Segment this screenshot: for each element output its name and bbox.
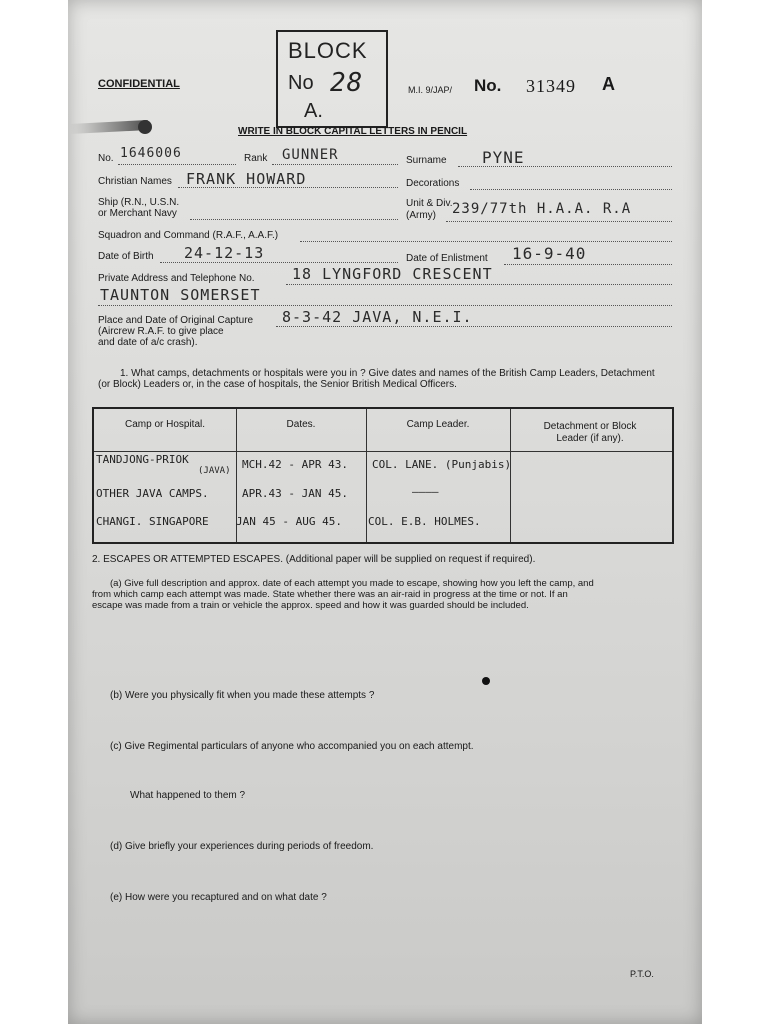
row1-dates: MCH.42 - APR 43. xyxy=(242,458,348,471)
capture-value: 8-3-42 JAVA, N.E.I. xyxy=(282,308,473,326)
row1-leader: COL. LANE. (Punjabis) xyxy=(372,458,512,471)
row2-camp: OTHER JAVA CAMPS. xyxy=(96,487,209,500)
q1-text-1: 1. What camps, detachments or hospitals were you in ? Give dates and names of the British Camp Leaders, Detachment xyxy=(120,368,655,379)
address-line-2 xyxy=(98,305,672,306)
christian-names-value: FRANK HOWARD xyxy=(186,170,307,188)
dob-line xyxy=(160,262,398,263)
no-line xyxy=(118,164,236,165)
unit-value: 239/77th H.A.A. R.A xyxy=(452,201,632,217)
unit-line xyxy=(446,221,672,222)
rank-label: Rank xyxy=(244,153,268,164)
th-detachment: Detachment or Block Leader (if any). xyxy=(543,421,637,444)
row3-leader: COL. E.B. HOLMES. xyxy=(368,515,481,528)
q2-d: (d) Give briefly your experiences during periods of freedom. xyxy=(110,841,374,852)
row1-camp-sub: (JAVA) xyxy=(198,466,231,476)
no-value: 1646006 xyxy=(120,146,182,161)
decorations-label: Decorations xyxy=(406,178,460,189)
capture-label-1: Place and Date of Original Capture xyxy=(98,315,254,326)
q2-a-line-1: (a) Give full description and approx. date of each attempt you made to escape, showing how you left the camp, and xyxy=(110,578,594,589)
header-divider xyxy=(94,451,672,452)
pto-label: P.T.O. xyxy=(630,969,654,979)
q2-c: (c) Give Regimental particulars of anyone who accompanied you on each attempt. xyxy=(110,741,474,752)
serial-no-label: No. xyxy=(474,76,502,95)
block-word: BLOCK xyxy=(288,38,368,63)
q2-b: (b) Were you physically fit when you made these attempts ? xyxy=(110,690,375,701)
q2-c-sub: What happened to them ? xyxy=(130,790,246,801)
row3-dates: JAN 45 - AUG 45. xyxy=(236,515,342,528)
squadron-label: Squadron and Command (R.A.F., A.A.F.) xyxy=(98,230,279,241)
th-camp: Camp or Hospital. xyxy=(124,419,206,430)
confidential-label: CONFIDENTIAL xyxy=(98,78,180,90)
capture-label-2: (Aircrew R.A.F. to give place xyxy=(98,326,224,337)
serial-suffix: A xyxy=(602,74,615,94)
address-line2-value: TAUNTON SOMERSET xyxy=(100,286,261,304)
ship-label-1: Ship (R.N., U.S.N. xyxy=(98,197,180,208)
row2-leader: ———— xyxy=(412,485,439,498)
mi-reference: M.I. 9/JAP/ xyxy=(408,85,453,95)
q2-heading: 2. ESCAPES OR ATTEMPTED ESCAPES. (Additional paper will be supplied on request if required). xyxy=(92,554,536,565)
block-no-label: No xyxy=(288,72,314,94)
block-no-value: 28 xyxy=(330,68,364,98)
ink-spot xyxy=(482,677,490,685)
punch-hole xyxy=(138,120,152,134)
block-letter: A. xyxy=(304,100,323,122)
address-label: Private Address and Telephone No. xyxy=(98,273,255,284)
serial-number: 31349 xyxy=(526,76,576,96)
row1-camp: TANDJONG-PRIOK xyxy=(96,453,189,466)
q2-a-line-3: escape was made from a train or vehicle the approx. speed and how it was guarded should be included. xyxy=(92,600,529,611)
capture-label-3: and date of a/c crash). xyxy=(98,337,198,348)
surname-value: PYNE xyxy=(482,148,525,167)
rank-line xyxy=(272,164,398,165)
block-number-box xyxy=(276,30,388,128)
capture-line xyxy=(276,326,672,327)
q1-text-2: (or Block) Leaders or, in the case of hospitals, the Senior British Medical Officers. xyxy=(98,379,457,390)
address-line1-value: 18 LYNGFORD CRESCENT xyxy=(292,265,493,283)
ship-label-2: or Merchant Navy xyxy=(98,208,177,219)
unit-label-2: (Army) xyxy=(406,210,436,221)
enlistment-value: 16-9-40 xyxy=(512,244,587,263)
row3-camp: CHANGI. SINGAPORE xyxy=(96,515,209,528)
squadron-line xyxy=(300,241,672,242)
enlistment-label: Date of Enlistment xyxy=(406,253,488,264)
ship-line xyxy=(190,219,398,220)
q2-e: (e) How were you recaptured and on what date ? xyxy=(110,892,327,903)
dob-label: Date of Birth xyxy=(98,251,154,262)
row2-dates: APR.43 - JAN 45. xyxy=(242,487,348,500)
dob-value: 24-12-13 xyxy=(184,244,265,262)
rank-value: GUNNER xyxy=(282,147,339,163)
col-divider xyxy=(510,409,511,542)
pencil-instruction: WRITE IN BLOCK CAPITAL LETTERS IN PENCIL xyxy=(238,126,468,137)
christian-names-label: Christian Names xyxy=(98,176,172,187)
decorations-line xyxy=(470,189,672,190)
th-leader: Camp Leader. xyxy=(406,419,470,430)
enlistment-line xyxy=(504,264,672,265)
camp-table xyxy=(92,407,674,544)
no-label: No. xyxy=(98,153,114,164)
address-line-1 xyxy=(286,284,672,285)
surname-label: Surname xyxy=(406,155,447,166)
th-dates: Dates. xyxy=(286,419,316,430)
q2-a-line-2: from which camp each attempt was made. State whether there was an air-raid in progress at the time or not. If an xyxy=(92,589,568,600)
unit-label-1: Unit & Div. xyxy=(406,198,453,209)
